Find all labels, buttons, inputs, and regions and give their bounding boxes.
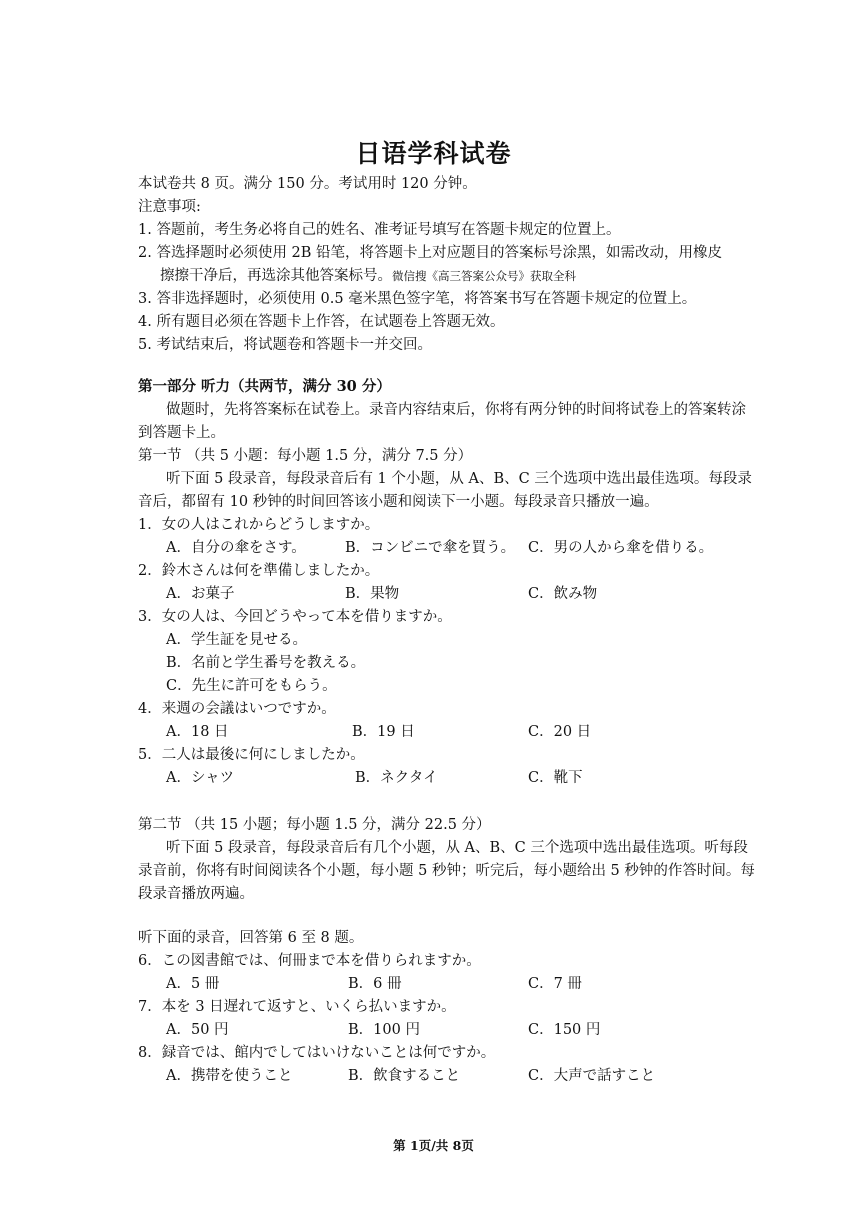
group-intro: 听下面的录音，回答第 6 至 8 题。 — [138, 930, 364, 946]
option-c: C．飲み物 — [528, 586, 598, 602]
question-stem: 8．録音では、館内でしてはいけないことは何ですか。 — [138, 1045, 496, 1061]
part-heading: 第一部分 听力（共两节，满分 30 分） — [138, 378, 391, 395]
section-intro: 录音前，你将有时间阅读各个小题，每小题 5 秒钟；听完后，每小题给出 5 秒钟的作答时间。每 — [138, 863, 755, 879]
option-b: B．果物 — [345, 586, 400, 602]
notice-text: 擦擦干净后，再选涂其他答案标号。 — [160, 268, 392, 284]
notice-item: 1. 答题前，考生务必将自己的姓名、准考证号填写在答题卡规定的位置上。 — [138, 222, 621, 238]
notice-item: 5. 考试结束后，将试题卷和答题卡一并交回。 — [138, 337, 432, 353]
question-stem: 6．この図書館では、何冊まで本を借りられますか。 — [138, 953, 481, 969]
notice-item-continued — [160, 266, 576, 286]
option-a: A．シャツ — [166, 770, 235, 786]
option-a: A．5 冊 — [166, 976, 220, 992]
option-c: C．150 円 — [528, 1022, 601, 1038]
section-heading: 第二节 （共 15 小题；每小题 1.5 分，满分 22.5 分） — [138, 817, 491, 833]
section-heading: 第一节 （共 5 小题：每小题 1.5 分，满分 7.5 分） — [138, 448, 473, 464]
notice-heading: 注意事项: — [138, 199, 201, 215]
question-stem: 1．女の人はこれからどうしますか。 — [138, 517, 380, 533]
notice-item: 2. 答选择题时必须使用 2B 铅笔，将答题卡上对应题目的答案标号涂黑，如需改动，用橡皮 — [138, 245, 723, 261]
option-b: B．19 日 — [352, 724, 415, 740]
option-b: B．名前と学生番号を教える。 — [166, 655, 366, 671]
option-b: B．6 冊 — [348, 976, 402, 992]
option-c: C．20 日 — [528, 724, 592, 740]
question-stem: 7．本を 3 日遅れて返すと、いくら払いますか。 — [138, 999, 456, 1015]
option-a: A．携帯を使うこと — [166, 1068, 293, 1084]
part-intro: 到答题卡上。 — [138, 425, 225, 441]
option-c: C．男の人から傘を借りる。 — [528, 540, 714, 556]
option-a: A．お菓子 — [166, 586, 235, 602]
section-intro: 听下面 5 段录音，每段录音后有几个小题，从 A、B、C 三个选项中选出最佳选项。听每段 — [166, 840, 748, 856]
watermark-note: 微信搜《高三答案公众号》获取全科 — [392, 269, 576, 283]
option-c: C．大声で話すこと — [528, 1068, 656, 1084]
notice-item: 4. 所有题目必须在答题卡上作答，在试题卷上答题无效。 — [138, 314, 505, 330]
question-stem: 4．来週の会議はいつですか。 — [138, 701, 336, 717]
option-a: A．自分の傘をさす。 — [166, 540, 306, 556]
option-c: C．先生に許可をもらう。 — [166, 678, 337, 694]
option-b: B．コンビニで傘を買う。 — [345, 540, 516, 556]
option-c: C．靴下 — [528, 770, 583, 786]
section-intro: 段录音播放两遍。 — [138, 886, 254, 902]
question-stem: 3．女の人は、今回どうやって本を借りますか。 — [138, 609, 452, 625]
page-number: 第 1页/共 8页 — [393, 1138, 474, 1153]
notice-item: 3. 答非选择题时，必须使用 0.5 毫米黑色签字笔，将答案书写在答题卡规定的位置上。 — [138, 291, 697, 307]
option-a: A．学生証を見せる。 — [166, 632, 307, 648]
question-stem: 5．二人は最後に何にしましたか。 — [138, 747, 365, 763]
part-intro: 做题时，先将答案标在试卷上。录音内容结束后，你将有两分钟的时间将试卷上的答案转涂 — [166, 402, 746, 418]
page-title: 日语学科试卷 — [355, 139, 512, 168]
section-intro: 听下面 5 段录音，每段录音后有 1 个小题，从 A、B、C 三个选项中选出最佳选项。每段录 — [166, 471, 752, 487]
question-stem: 2．鈴木さんは何を準備しましたか。 — [138, 563, 380, 579]
option-b: B．飲食すること — [348, 1068, 461, 1084]
exam-info: 本试卷共 8 页。满分 150 分。考试用时 120 分钟。 — [138, 176, 477, 192]
section-intro: 音后，都留有 10 秒钟的时间回答该小题和阅读下一小题。每段录音只播放一遍。 — [138, 494, 659, 510]
option-a: A．50 円 — [166, 1022, 229, 1038]
option-b: B．100 円 — [348, 1022, 420, 1038]
option-b: B．ネクタイ — [355, 770, 438, 786]
option-c: C．7 冊 — [528, 976, 582, 992]
option-a: A．18 日 — [166, 724, 229, 740]
